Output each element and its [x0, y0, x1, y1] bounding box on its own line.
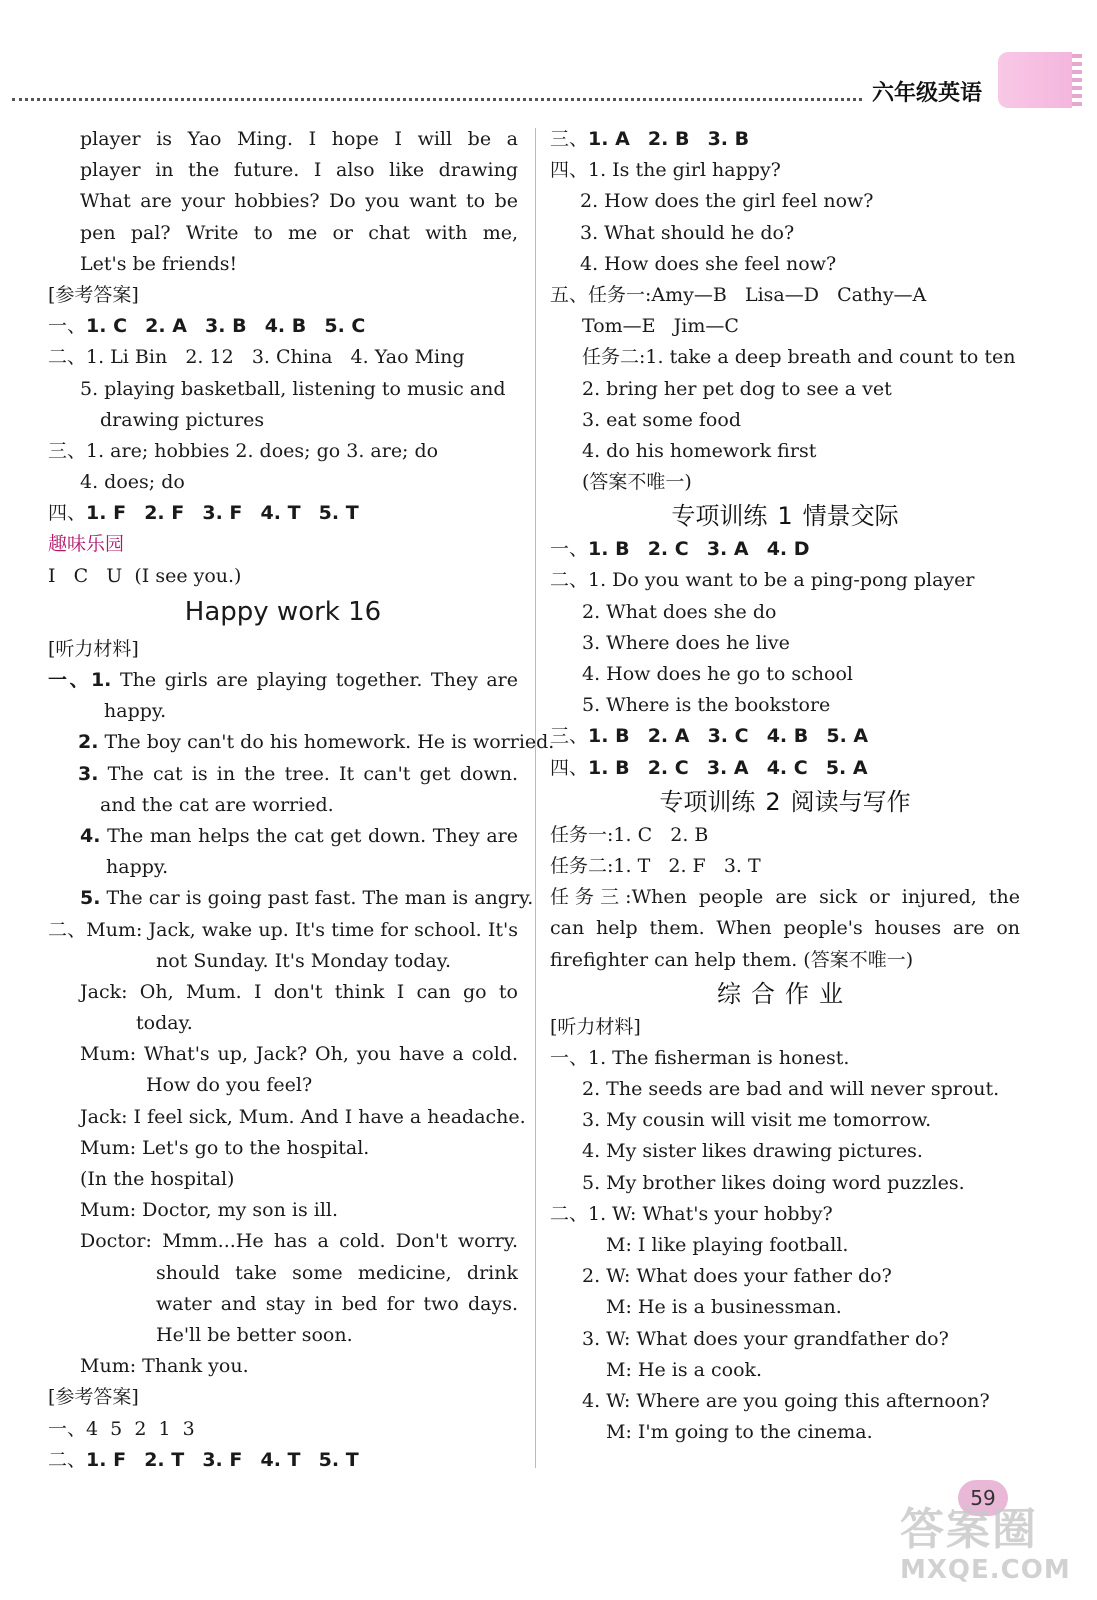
dialog-text: Let's go to the hospital.: [142, 1136, 370, 1159]
dialog-text: Oh, Mum. I don't think I can go to: [139, 980, 518, 1003]
listening-line: 4. My sister likes drawing pictures.: [582, 1140, 923, 1163]
dialog-text: Mmm...He has a cold. Don't worry.: [162, 1230, 518, 1253]
fun-label: 趣味乐园: [48, 533, 125, 556]
section-number: 1: [777, 502, 793, 531]
answer-item: 4. Yao Ming: [350, 346, 465, 369]
fun-text: I C U (I see you.): [48, 564, 242, 587]
answer-item: 3. B: [205, 315, 247, 338]
answer-label: [参考答案]: [48, 1386, 139, 1409]
listening-line: M: I like playing football.: [606, 1234, 849, 1256]
answer-line: 五、任务一:Amy—B Lisa—D Cathy—A: [550, 283, 927, 306]
answer-line: 4. do his homework first: [582, 439, 817, 462]
row-prefix: 二、: [48, 1448, 87, 1471]
listening-label: [听力材料]: [550, 1015, 641, 1038]
intro-line: pen pal? Write to me or chat with me,: [80, 221, 518, 244]
listening-line: M: He is a cook.: [606, 1358, 763, 1381]
listening-line: happy.: [104, 700, 167, 723]
dialog-text: Doctor, my son is ill.: [142, 1199, 339, 1222]
dialog-text: What's up, Jack? Oh, you have a cold.: [143, 1043, 518, 1066]
answer-item: 2. T: [144, 1448, 185, 1471]
answer-line: Tom—E Jim—C: [582, 315, 739, 338]
answer-item: 5. A: [826, 725, 869, 748]
answer-line: 3. eat some food: [582, 408, 741, 431]
answer-line: 2. How does the girl feel now?: [580, 190, 874, 213]
watermark-bottom: MXQE.COM: [900, 1555, 1071, 1585]
answer-row-tf: [48, 1445, 518, 1476]
left-column: [48, 124, 555, 1476]
watermark-logo: [900, 1505, 1090, 1595]
speaker: Doctor:: [80, 1230, 152, 1253]
row-prefix: 三、: [550, 725, 589, 748]
dialog-line: water and stay in bed for two days.: [156, 1292, 518, 1315]
answer-line: 2. bring her pet dog to see a vet: [582, 377, 892, 400]
answer-item: 5. T: [318, 1448, 359, 1471]
listening-line: [48, 665, 518, 696]
answer-item: 4. T: [260, 502, 301, 525]
dialog-line: [48, 1226, 518, 1257]
answer-item: 3. A: [706, 756, 749, 779]
answer-line: 4. How does she feel now?: [580, 252, 837, 275]
listening-line: 3. W: What does your grandfather do?: [582, 1327, 949, 1350]
section-title-special-2: [550, 784, 1020, 820]
item-text: The girls are playing together. They are: [119, 669, 518, 691]
answer-row-3: [550, 721, 1020, 752]
item-number: 3.: [78, 762, 99, 785]
listening-line: happy.: [106, 856, 169, 879]
answer-line: 3. Where does he live: [582, 631, 790, 654]
item-text: The boy can't do his homework. He is worried.: [104, 731, 555, 754]
dialog-line: not Sunday. It's Monday today.: [156, 949, 451, 972]
section-title-happy-work-16: Happy work 16: [184, 596, 382, 627]
answer-item: 5. C: [324, 315, 366, 338]
speaker: Mum:: [80, 1199, 137, 1222]
answer-line: 2. What does she do: [582, 600, 777, 623]
answer-line: 4. How does he go to school: [582, 663, 853, 685]
answer-item: 1. Li Bin: [86, 346, 168, 369]
item-text: The car is going past fast. The man is angry.: [106, 887, 534, 910]
item-number: 4.: [80, 824, 101, 847]
listening-line: M: He is a businessman.: [606, 1296, 842, 1319]
answer-line: 二、1. Do you want to be a ping-pong player: [550, 569, 975, 592]
dialog-line: How do you feel?: [146, 1074, 313, 1097]
section-title-part: 专项训练: [659, 787, 756, 816]
answer-row-2: [48, 342, 518, 373]
intro-line: Let's be friends!: [80, 252, 238, 275]
answer-row-4: [48, 498, 518, 529]
answer-line: 3. What should he do?: [580, 221, 795, 244]
intro-line: player is Yao Ming. I hope I will be a: [80, 128, 518, 150]
listening-line: 5. My brother likes doing word puzzles.: [582, 1171, 965, 1194]
speaker: Mum:: [80, 1136, 137, 1159]
section-title-comprehensive: 综合作业: [717, 979, 853, 1008]
dialog-line: should take some medicine, drink: [156, 1261, 518, 1284]
answer-item: 2. A: [647, 725, 690, 748]
answer-item: 3. A: [706, 538, 749, 561]
item-number: 一、1.: [48, 669, 112, 691]
answer-item: 2. C: [647, 756, 689, 779]
dialog-text: Jack, wake up. It's time for school. It's: [148, 918, 518, 941]
answer-line: 任务一:1. C 2. B: [550, 823, 709, 846]
answer-item: 1. B: [588, 725, 630, 748]
speaker: Jack:: [80, 1105, 128, 1128]
intro-line: player in the future. I also like drawing: [80, 159, 518, 182]
dialog-line: [48, 1102, 526, 1133]
dialog-line: He'll be better soon.: [156, 1323, 353, 1346]
listening-line: [48, 883, 534, 914]
section-title-special-1: [550, 498, 1020, 534]
section-title-part: 专项训练: [671, 502, 768, 531]
row-prefix: 三、: [550, 128, 589, 150]
speaker: 二、Mum:: [48, 918, 143, 941]
row-prefix: 一、: [550, 538, 589, 561]
answer-line: 5. playing basketball, listening to music and: [80, 377, 506, 400]
item-number: 2.: [78, 731, 99, 754]
answer-note: (答案不唯一): [582, 471, 692, 494]
listening-label: [听力材料]: [48, 637, 139, 660]
listening-line: and the cat are worried.: [100, 793, 334, 816]
dialog-text: Thank you.: [142, 1355, 249, 1378]
answer-item: 5. T: [318, 502, 359, 525]
dialog-line: today.: [136, 1012, 193, 1035]
item-number: 5.: [80, 887, 101, 910]
answer-row-order: 一、4 5 2 1 3: [48, 1417, 195, 1440]
answer-item: 2. C: [647, 538, 689, 561]
listening-line: [48, 727, 555, 758]
listening-line: 3. My cousin will visit me tomorrow.: [582, 1109, 932, 1132]
intro-line: What are your hobbies? Do you want to be: [80, 190, 518, 213]
column-divider: [535, 128, 536, 1468]
answer-item: 1. F: [86, 502, 127, 525]
listening-line: [48, 821, 518, 852]
answer-row-4: [550, 753, 1020, 784]
answer-row-3: [550, 124, 1020, 155]
answer-item: 2. B: [647, 128, 690, 150]
answer-line: 任务二:1. T 2. F 3. T: [550, 854, 761, 877]
answer-line: 1. are; hobbies 2. does; go 3. are; do: [86, 439, 439, 462]
dialog-line: [48, 915, 518, 946]
section-number: 2: [765, 787, 781, 816]
header-dotted-rule: [12, 98, 862, 101]
answer-item: 2. 12: [185, 346, 234, 369]
answer-line: 5. Where is the bookstore: [582, 694, 831, 717]
speaker: Mum:: [80, 1355, 137, 1378]
listening-line: 2. W: What does your father do?: [582, 1265, 892, 1288]
header-tab-edge: [1072, 50, 1082, 110]
row-prefix: 三、: [48, 439, 87, 462]
answer-row-1: [48, 311, 518, 342]
dialog-line: [48, 1351, 518, 1382]
answer-item: 3. F: [202, 502, 243, 525]
answer-item: 4. C: [766, 756, 808, 779]
listening-line: M: I'm going to the cinema.: [606, 1421, 873, 1444]
listening-line: 二、1. W: What's your hobby?: [550, 1202, 833, 1225]
row-prefix: 一、: [48, 315, 87, 338]
listening-line: [48, 759, 518, 790]
section-title-part: 阅读与写作: [790, 787, 911, 816]
watermark-top: 答案圈: [900, 1504, 1038, 1555]
answer-item: 2. A: [145, 315, 187, 338]
header-title: 六年级英语: [872, 81, 983, 106]
answer-item: 1. B: [588, 538, 630, 561]
answer-line: can help them. When people's houses are on: [550, 917, 1020, 940]
answer-row-3: [48, 436, 518, 467]
answer-line: 4. does; do: [80, 471, 185, 494]
section-title-part: 情景交际: [802, 502, 899, 531]
row-prefix: 二、: [48, 346, 87, 369]
answer-item: 1. F: [86, 1448, 127, 1471]
answer-item: 1. C: [86, 315, 128, 338]
answer-item: 2. F: [144, 502, 185, 525]
answer-item: 4. T: [260, 1448, 301, 1471]
answer-item: 4. D: [766, 538, 810, 561]
answer-line: firefighter can help them. (答案不唯一): [550, 948, 914, 971]
dialog-line: [48, 1195, 518, 1226]
row-prefix: 四、: [48, 502, 87, 525]
listening-line: 一、1. The fisherman is honest.: [550, 1046, 850, 1069]
answer-item: 3. F: [202, 1448, 243, 1471]
dialog-text: I feel sick, Mum. And I have a headache.: [133, 1105, 526, 1128]
answer-item: 1. A: [588, 128, 630, 150]
listening-line: 4. W: Where are you going this afternoon?: [582, 1389, 990, 1412]
listening-line: 2. The seeds are bad and will never sprout.: [582, 1078, 1000, 1101]
item-text: The man helps the cat get down. They are: [107, 824, 518, 847]
dialog-line: [48, 977, 518, 1008]
answer-item: 3. B: [707, 128, 750, 150]
page-number: 59: [958, 1480, 1008, 1516]
dialog-line: (In the hospital): [80, 1168, 235, 1190]
row-prefix: 四、: [550, 756, 589, 779]
dialog-line: [48, 1039, 518, 1070]
answer-item: 3. China: [251, 346, 333, 369]
answer-item: 4. B: [264, 315, 307, 338]
dialog-line: [48, 1133, 518, 1164]
header-tab: [998, 52, 1080, 108]
right-column: [550, 124, 1020, 1448]
speaker: Mum:: [80, 1043, 137, 1066]
speaker: Jack:: [80, 980, 128, 1003]
answer-item: 5. A: [825, 756, 868, 779]
item-text: The cat is in the tree. It can't get down.: [107, 762, 518, 785]
answer-label: [参考答案]: [48, 283, 139, 306]
answer-row-1: [550, 534, 1020, 565]
answer-line: drawing pictures: [100, 408, 265, 431]
answer-line: 任务三:When people are sick or injured, the: [550, 886, 1020, 909]
answer-item: 1. B: [588, 756, 630, 779]
answer-item: 3. C: [707, 725, 749, 748]
answer-item: 4. B: [766, 725, 809, 748]
answer-line: 四、1. Is the girl happy?: [550, 159, 781, 182]
answer-line: 任务二:1. take a deep breath and count to ten: [582, 346, 1016, 369]
